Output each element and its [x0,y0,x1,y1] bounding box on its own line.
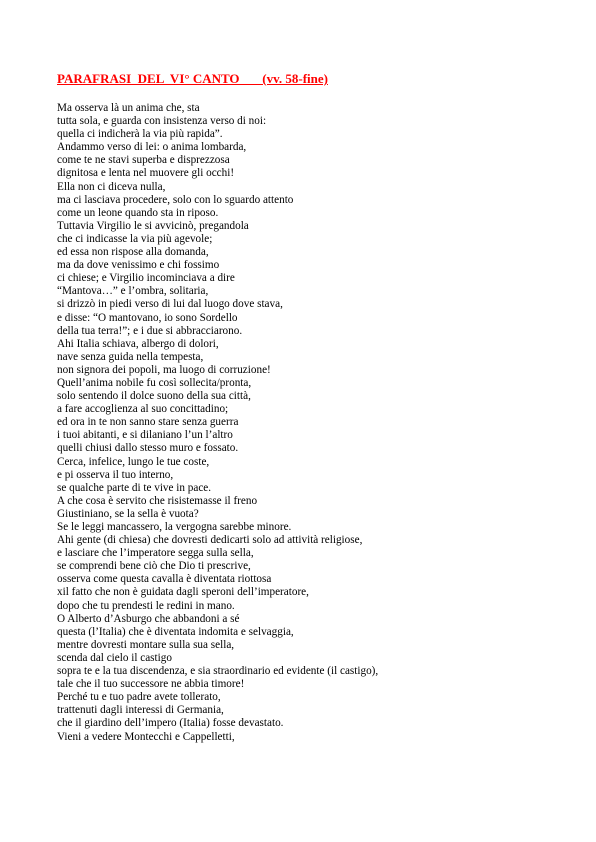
text-line: osserva come questa cavalla è diventata riottosa [57,573,272,586]
text-line: Tuttavia Virgilio le si avvicinò, pregandola [57,219,249,232]
text-line: e pi osserva il tuo interno, [57,468,174,481]
text-line: Se le leggi mancassero, la vergogna sarebbe minore. [57,521,292,533]
text-line: della tua terra!”; e i due si abbracciarono. [57,324,243,337]
text-line: ed ora in te non sanno stare senza guerra [57,416,239,429]
text-line: solo sentendo il dolce suono della sua città, [57,390,251,403]
text-line: che ci indicasse la via più agevole; [57,232,213,245]
text-line: questa (l’Italia) che è diventata indomita e selvaggia, [57,625,294,638]
text-line: O Alberto d’Asburgo che abbandoni a sé [57,612,240,625]
text-line: quelli chiusi dallo stesso muro e fossato. [57,442,239,455]
text-line: Vieni a vedere Montecchi e Cappelletti, [57,730,235,743]
text-line: mentre dovresti montare sulla sua sella, [57,638,235,651]
text-line: Cerca, infelice, lungo le tue coste, [57,455,210,468]
text-line: ci chiese; e Virgilio incominciava a dire [57,272,235,285]
text-line: i tuoi abitanti, e si dilaniano l’un l’altro [57,429,233,442]
text-line: se qualche parte di te vive in pace. [57,481,212,494]
text-line: come un leone quando sta in riposo. [57,206,219,219]
text-line: Andammo verso di lei: o anima lombarda, [57,141,247,154]
text-line: quella ci indicherà la via più rapida”. [57,128,223,141]
text-line: tale che il tuo successore ne abbia timore! [57,678,245,691]
text-line: e lasciare che l’imperatore segga sulla sella, [57,547,254,560]
paraphrase-text [57,102,577,744]
text-line: come te ne stavi superba e disprezzosa [57,154,230,167]
text-line: Ma osserva là un anima che, sta [57,102,200,114]
text-line: Ahi Italia schiava, albergo di dolori, [57,337,219,350]
text-line: ma ci lasciava procedere, solo con lo sguardo attento [57,193,294,206]
text-line: tutta sola, e guarda con insistenza verso di noi: [57,115,267,128]
text-line: Perché tu e tuo padre avete tollerato, [57,691,221,704]
text-line: Quell’anima nobile fu così sollecita/pronta, [57,376,252,389]
text-line: ma da dove venissimo e chi fossimo [57,259,220,272]
text-line: nave senza guida nella tempesta, [57,350,204,363]
text-line: xil fatto che non è guidata dagli speroni dell’imperatore, [57,586,309,599]
text-line: a fare accoglienza al suo concittadino; [57,403,229,416]
text-line: Giustiniano, se la sella è vuota? [57,507,199,520]
text-line: “Mantova…” e l’ombra, solitaria, [57,285,209,298]
text-line: scenda dal cielo il castigo [57,651,172,664]
text-line: che il giardino dell’impero (Italia) fosse devastato. [57,717,284,730]
text-line: A che cosa è servito che risistemasse il freno [57,494,258,507]
document-title: PARAFRASI DEL VI° CANTO (vv. 58-fine) [57,71,328,86]
text-line: Ella non ci diceva nulla, [57,180,166,193]
text-line: trattenuti dagli interessi di Germania, [57,704,224,717]
text-line: ed essa non rispose alla domanda, [57,246,209,259]
text-line: e disse: “O mantovano, io sono Sordello [57,311,238,324]
text-line: si drizzò in piedi verso di lui dal luogo dove stava, [57,298,283,311]
text-line: dopo che tu prendesti le redini in mano. [57,599,235,612]
text-line: se comprendi bene ciò che Dio ti prescrive, [57,560,251,573]
text-line: dignitosa e lenta nel muovere gli occhi! [57,167,235,180]
text-line: sopra te e la tua discendenza, e sia straordinario ed evidente (il castigo), [57,665,379,678]
text-line: Ahi gente (di chiesa) che dovresti dedicarti solo ad attività religiose, [57,534,363,547]
text-line: non signora dei popoli, ma luogo di corruzione! [57,363,271,376]
